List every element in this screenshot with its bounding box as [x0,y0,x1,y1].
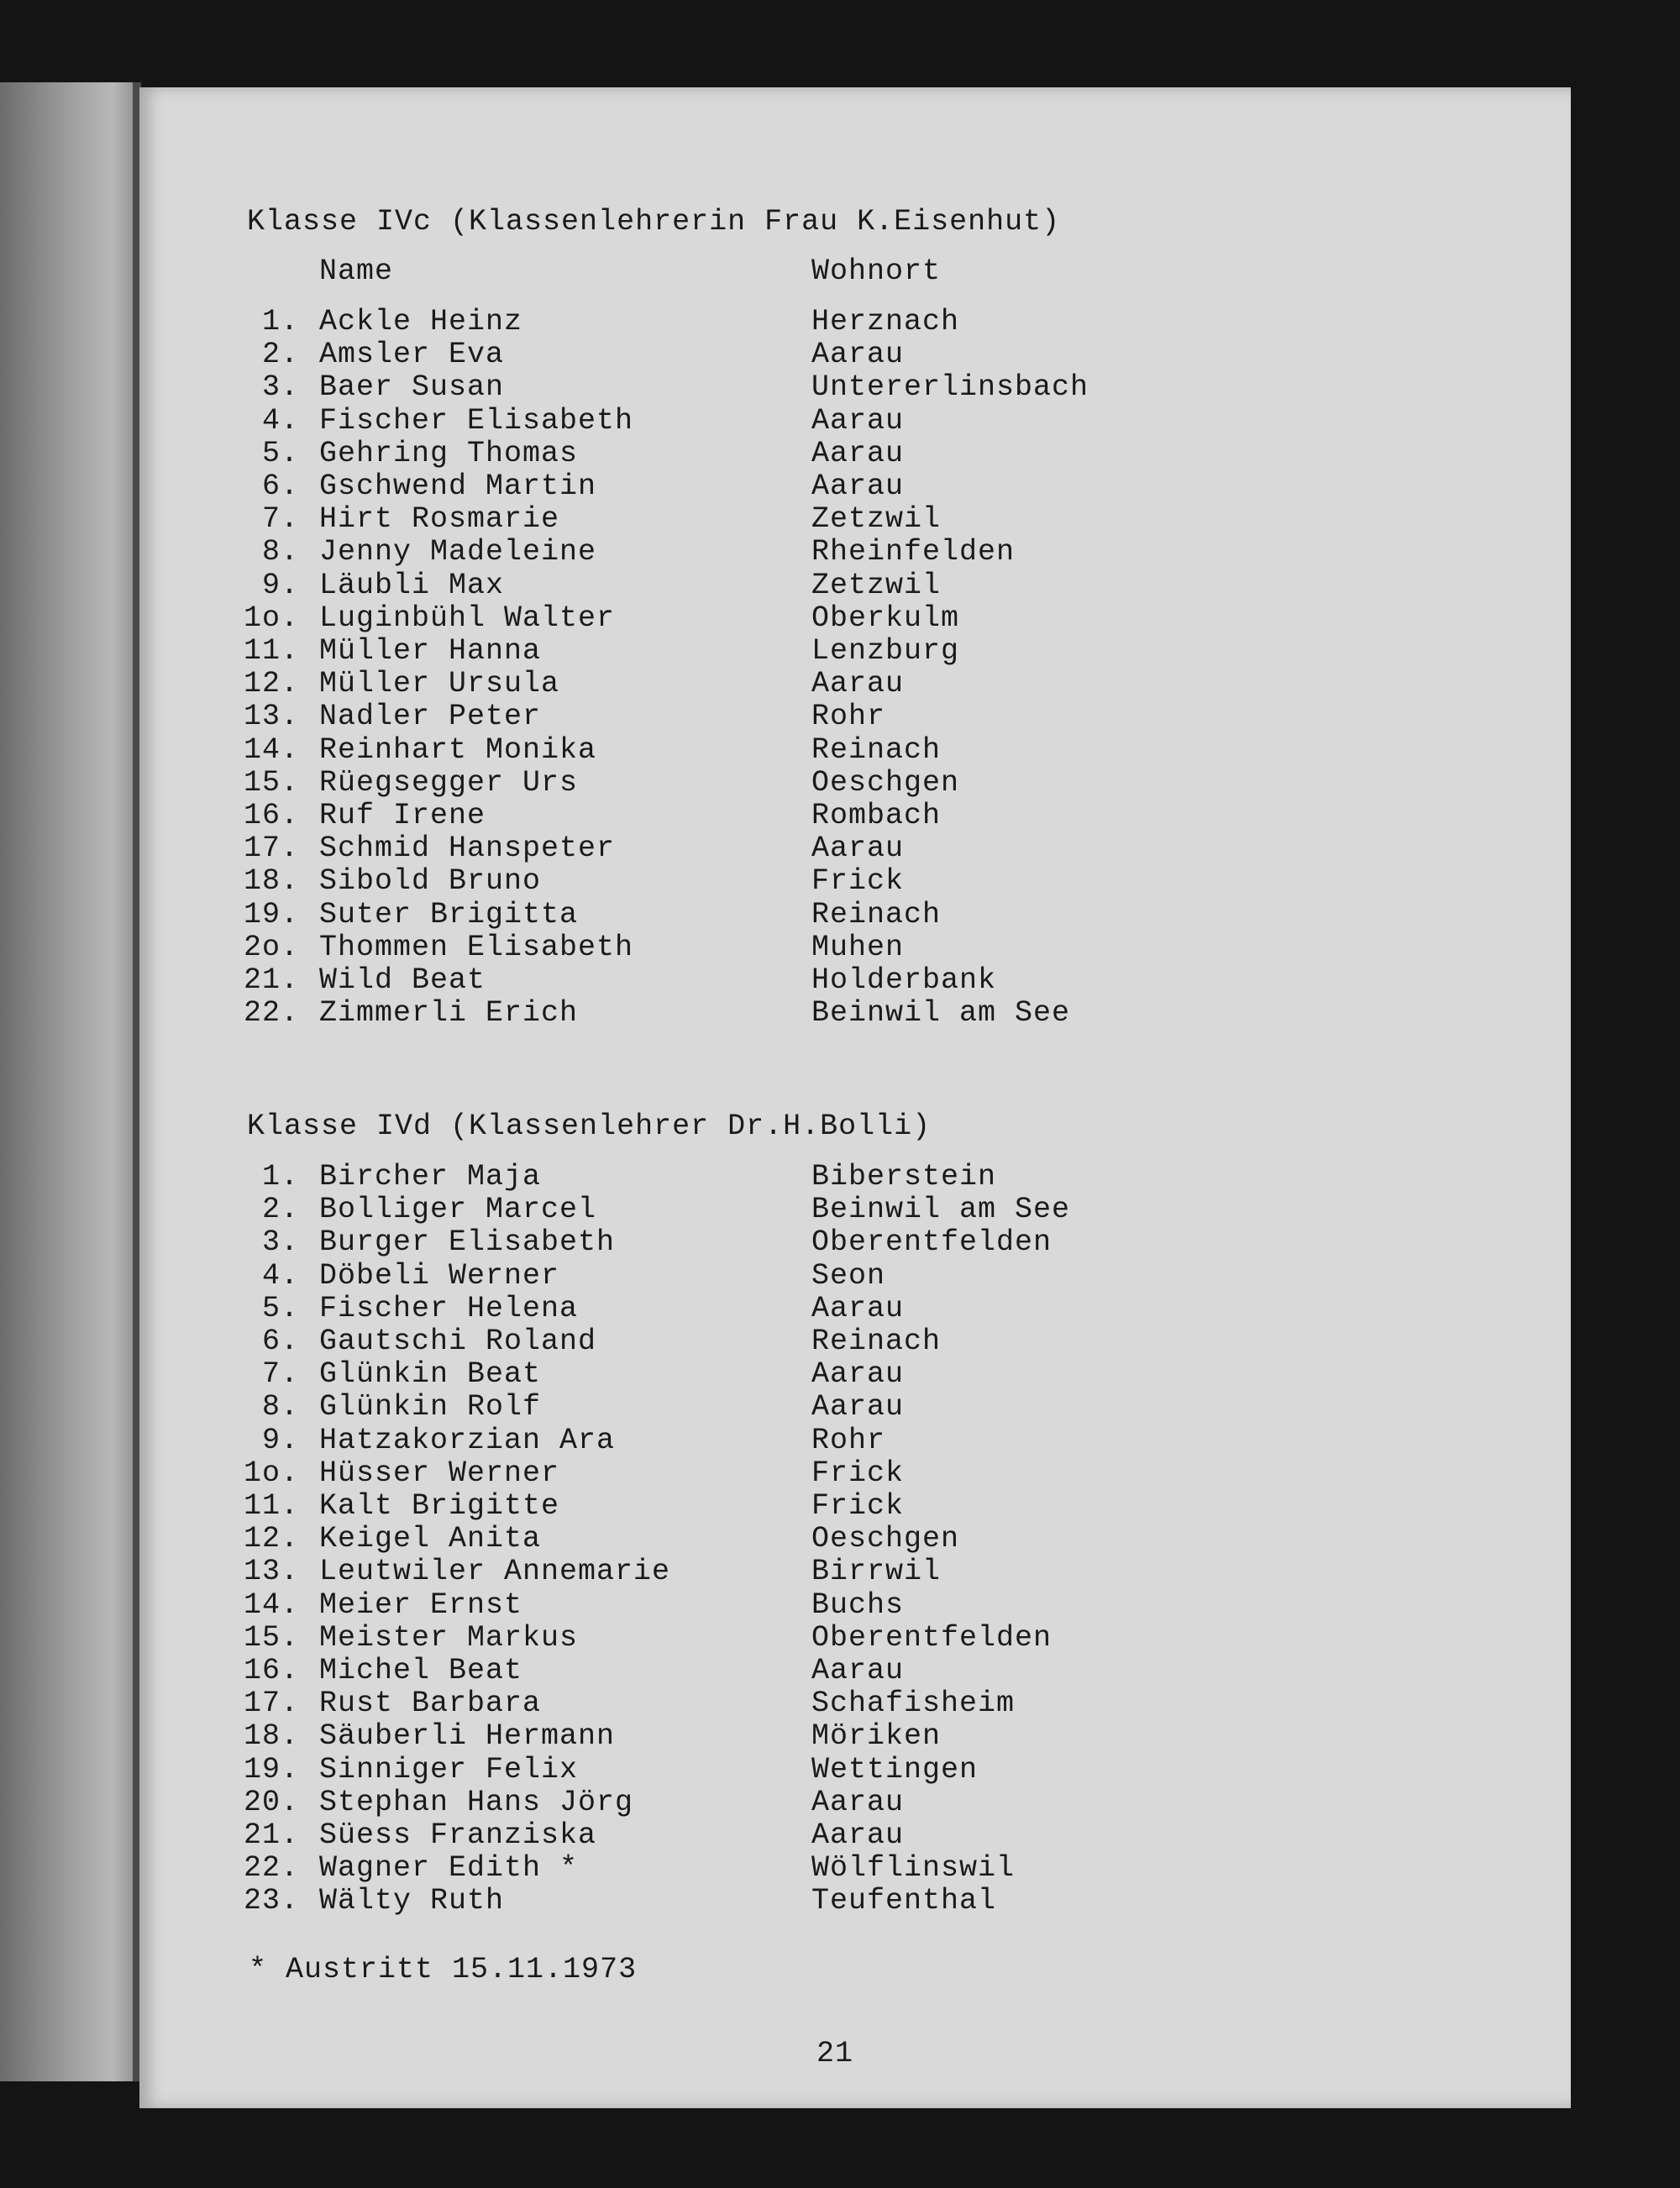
student-place: Oeschgen [811,1522,960,1556]
student-place: Aarau [811,1654,905,1687]
student-place: Zetzwil [811,568,942,602]
student-row [139,470,1399,503]
student-place: Buchs [811,1587,905,1622]
student-row [139,832,1399,865]
student-place: Beinwil am See [811,996,1071,1031]
student-name: Kalt Brigitte [319,1489,560,1523]
student-row [139,1655,1399,1687]
student-number: 15. [243,1620,299,1655]
student-row [139,1523,1399,1556]
student-place: Aarau [811,1291,905,1325]
student-row [139,405,1399,438]
student-number: 22. [243,996,299,1031]
student-name: Burger Elisabeth [319,1225,616,1260]
student-row [139,1457,1399,1490]
student-number: 9. [261,1423,299,1457]
student-number: 15. [243,765,299,800]
student-name: Wagner Edith * [319,1851,579,1886]
document-page [139,87,1571,2108]
student-number: 23. [243,1884,299,1918]
student-name: Säuberli Hermann [319,1719,616,1754]
student-row [139,1391,1399,1424]
student-number: 2o. [243,930,299,964]
student-row [139,1754,1399,1787]
student-row [139,800,1399,832]
student-number: 12. [243,667,299,701]
student-row [139,1589,1399,1622]
student-number: 7. [261,502,299,537]
student-number: 8. [261,1390,299,1425]
student-number: 18. [243,1719,299,1754]
student-name: Reinhart Monika [319,732,597,767]
student-number: 22. [243,1851,299,1886]
student-number: 16. [243,1654,299,1687]
student-place: Frick [811,1456,905,1490]
student-name: Wälty Ruth [319,1884,505,1918]
student-number: 5. [261,1291,299,1325]
class-ivd-heading: Klasse IVd (Klassenlehrer Dr.H.Bolli) [247,1110,932,1143]
student-row [139,1260,1399,1293]
student-number: 14. [243,1587,299,1622]
student-number: 17. [243,1687,299,1721]
student-place: Reinach [811,897,942,931]
student-name: Suter Brigitta [319,897,579,931]
student-place: Aarau [811,1357,905,1392]
student-name: Zimmerli Erich [319,996,579,1031]
student-name: Luginbühl Walter [319,601,616,635]
student-row [139,1226,1399,1259]
student-name: Süess Franziska [319,1818,597,1852]
student-row [139,865,1399,898]
student-name: Gschwend Martin [319,470,597,503]
student-name: Meier Ernst [319,1587,523,1622]
student-name: Baer Susan [319,370,505,405]
student-row [139,1293,1399,1325]
student-row [139,635,1399,668]
student-place: Oeschgen [811,765,960,800]
student-number: 19. [243,897,299,931]
student-place: Schafisheim [811,1687,1016,1721]
student-row [139,767,1399,800]
student-number: 8. [261,535,299,569]
student-row [139,734,1399,767]
student-row [139,668,1399,700]
student-place: Rombach [811,799,942,832]
student-name: Fischer Elisabeth [319,403,634,438]
student-row [139,931,1399,964]
student-name: Bolliger Marcel [319,1193,597,1227]
student-name: Wild Beat [319,963,486,997]
student-name: Keigel Anita [319,1522,542,1556]
student-name: Läubli Max [319,568,505,602]
student-row [139,569,1399,602]
student-place: Aarau [811,338,905,372]
student-number: 6. [261,1325,299,1358]
student-number: 2. [261,338,299,372]
student-row [139,1819,1399,1852]
student-row [139,1885,1399,1918]
student-row [139,338,1399,371]
student-name: Stephan Hans Jörg [319,1785,634,1819]
student-row [139,1852,1399,1885]
student-place: Lenzburg [811,634,960,668]
student-place: Reinach [811,732,942,767]
student-name: Bircher Maja [319,1160,542,1194]
student-number: 4. [261,1258,299,1293]
student-name: Hatzakorzian Ara [319,1423,616,1457]
student-place: Aarau [811,667,905,701]
student-number: 5. [261,436,299,470]
student-place: Frick [811,864,905,899]
student-name: Michel Beat [319,1654,523,1687]
student-place: Oberentfelden [811,1225,1053,1260]
student-row [139,1425,1399,1457]
student-row [139,503,1399,536]
student-row [139,1194,1399,1226]
student-number: 20. [243,1785,299,1819]
student-row [139,700,1399,733]
student-row [139,1490,1399,1523]
student-row [139,438,1399,470]
student-row [139,1161,1399,1194]
student-number: 1o. [243,1456,299,1490]
student-place: Biberstein [811,1160,997,1194]
student-row [139,1720,1399,1753]
student-place: Aarau [811,832,905,866]
student-name: Müller Ursula [319,667,560,701]
student-place: Rohr [811,1423,886,1457]
student-place: Aarau [811,1818,905,1852]
student-number: 4. [261,403,299,438]
student-place: Herznach [811,305,960,338]
student-place: Reinach [811,1325,942,1358]
student-row [139,536,1399,569]
student-place: Frick [811,1489,905,1523]
student-place: Birrwil [811,1555,942,1589]
student-row [139,899,1399,931]
student-name: Ruf Irene [319,799,486,832]
student-name: Nadler Peter [319,700,542,734]
student-number: 3. [261,370,299,405]
student-place: Seon [811,1258,886,1293]
footnote: * Austritt 15.11.1973 [249,1953,638,1986]
student-place: Aarau [811,1785,905,1819]
student-place: Aarau [811,403,905,438]
left-page-edge [0,82,141,2081]
page-number: 21 [816,2037,854,2070]
student-row [139,997,1399,1030]
student-number: 21. [243,1818,299,1852]
student-number: 17. [243,832,299,866]
student-name: Jenny Madeleine [319,535,597,569]
student-place: Holderbank [811,963,997,997]
student-place: Wettingen [811,1752,979,1787]
student-name: Meister Markus [319,1620,579,1655]
student-name: Sibold Bruno [319,864,542,899]
student-name: Rüegsegger Urs [319,765,579,800]
student-name: Fischer Helena [319,1291,579,1325]
student-place: Aarau [811,470,905,503]
student-place: Untererlinsbach [811,370,1089,405]
student-place: Aarau [811,436,905,470]
student-place: Muhen [811,930,905,964]
student-number: 13. [243,1555,299,1589]
student-name: Glünkin Beat [319,1357,542,1392]
column-header-name: Name [319,254,394,288]
student-name: Schmid Hanspeter [319,832,616,866]
student-name: Glünkin Rolf [319,1390,542,1425]
student-number: 16. [243,799,299,832]
student-name: Döbeli Werner [319,1258,560,1293]
student-row [139,1687,1399,1720]
student-number: 1o. [243,601,299,635]
student-number: 7. [261,1357,299,1392]
student-place: Teufenthal [811,1884,997,1918]
class-ivc-heading: Klasse IVc (Klassenlehrerin Frau K.Eisenhut) [247,205,1061,239]
student-row [139,1358,1399,1391]
student-number: 14. [243,732,299,767]
student-row [139,1622,1399,1655]
student-place: Möriken [811,1719,942,1754]
student-row [139,1325,1399,1358]
student-place: Oberentfelden [811,1620,1053,1655]
student-name: Hirt Rosmarie [319,502,560,537]
student-name: Gehring Thomas [319,436,579,470]
student-number: 12. [243,1522,299,1556]
student-place: Oberkulm [811,601,960,635]
student-number: 6. [261,470,299,503]
student-number: 11. [243,634,299,668]
student-row [139,306,1399,338]
student-name: Amsler Eva [319,338,505,372]
student-place: Rheinfelden [811,535,1016,569]
student-name: Thommen Elisabeth [319,930,634,964]
student-row [139,1787,1399,1819]
student-number: 21. [243,963,299,997]
student-place: Wölflinswil [811,1851,1016,1886]
student-number: 1. [261,1160,299,1194]
student-row [139,1556,1399,1588]
student-place: Aarau [811,1390,905,1425]
student-number: 11. [243,1489,299,1523]
student-name: Gautschi Roland [319,1325,597,1358]
student-place: Zetzwil [811,502,942,537]
student-name: Rust Barbara [319,1687,542,1721]
student-number: 9. [261,568,299,602]
student-number: 3. [261,1225,299,1260]
student-number: 1. [261,305,299,338]
student-name: Sinniger Felix [319,1752,579,1787]
student-name: Ackle Heinz [319,305,523,338]
column-header-place: Wohnort [811,254,942,288]
student-row [139,371,1399,404]
student-number: 13. [243,700,299,734]
student-name: Leutwiler Annemarie [319,1555,671,1589]
student-row [139,964,1399,997]
student-number: 18. [243,864,299,899]
student-name: Hüsser Werner [319,1456,560,1490]
student-place: Beinwil am See [811,1193,1071,1227]
student-number: 2. [261,1193,299,1227]
student-row [139,602,1399,635]
student-place: Rohr [811,700,886,734]
student-name: Müller Hanna [319,634,542,668]
student-number: 19. [243,1752,299,1787]
